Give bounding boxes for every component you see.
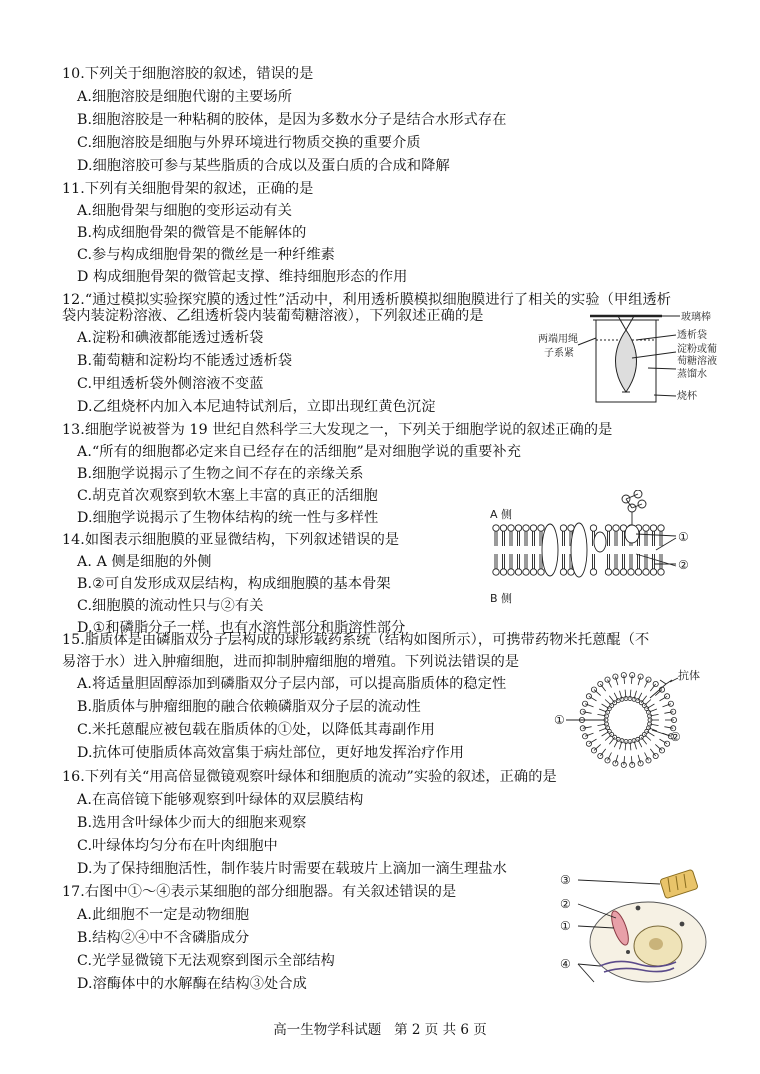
phospholipid-tail [660,531,662,546]
liposome-lipid-head [647,710,651,714]
phospholipid-head [628,569,634,575]
phospholipid-head [523,569,529,575]
phospholipid-head [590,525,596,531]
liposome-lipid-tail [631,756,632,765]
label-dialysis-bag: 透析袋 [677,330,707,341]
q16-stem: 16.下列有关“用高倍显微镜观察叶绿体和细胞质的流动”实验的叙述，正确的是 [62,769,557,785]
phospholipid-head [560,525,566,531]
liposome-lipid-tail [655,744,662,750]
phospholipid-head [590,569,596,575]
q12-option-b: B.葡萄糖和淀粉均不能透过透析袋 [77,353,293,369]
marker-2: ② [560,897,571,911]
phospholipid-head [658,569,664,575]
liposome-lipid-head [613,674,618,679]
liposome-lipid-tail [594,690,601,696]
liposome-lipid-tail [644,700,651,706]
liposome-lipid-head [638,674,643,679]
liposome-lipid-head [638,761,643,766]
phospholipid-tail [608,554,610,569]
phospholipid-tail [533,531,535,546]
q14-option-a: A. A 侧是细胞的外侧 [77,554,212,570]
phospholipid-head [500,569,506,575]
label-beaker: 烧杯 [677,391,697,402]
liposome-lipid-tail [594,744,601,750]
q16-option-d: D.为了保持细胞活性，制作装片时需要在载玻片上滴加一滴生理盐水 [77,861,507,877]
liposome-lipid-head [605,758,610,763]
phospholipid-tail [615,554,617,569]
liposome-lipid-head [646,758,651,763]
phospholipid-head [658,525,664,531]
q13-option-c: C.胡克首次观察到软木塞上丰富的真正的活细胞 [77,488,378,504]
phospholipid-tail [510,554,512,569]
phospholipid-tail [615,531,617,546]
q11-option-d: D 构成细胞骨架的微管起支撑、维持细胞形态的作用 [77,269,408,285]
phospholipid-head [643,525,649,531]
q11-option-a: A.细胞骨架与细胞的变形运动有关 [77,203,292,219]
phospholipid-head [538,525,544,531]
phospholipid-head [500,525,506,531]
liposome-lipid-tail [625,742,626,751]
q15-option-d: D.抗体可使脂质体高效富集于病灶部位，更好地发挥治疗作用 [77,745,465,761]
liposome-lipid-head [583,701,588,706]
phospholipid-head [523,525,529,531]
q14-option-c: C.细胞膜的流动性只与②有关 [77,598,264,614]
organelles-figure [558,862,708,990]
liposome-lipid-tail [624,756,625,765]
liposome-lipid-tail [602,731,610,736]
q16-option-a: A.在高倍镜下能够观察到叶绿体的双层膜结构 [77,792,364,808]
q13-stem: 13.细胞学说被誉为 19 世纪自然科学三大发现之一，下列关于细胞学说的叙述正确的是 [62,422,613,438]
liposome-lipid-tail [641,737,646,744]
liposome-lipid-tail [664,712,673,714]
label-distilled-water: 蒸馏水 [677,369,707,380]
phospholipid-head [635,569,641,575]
phospholipid-tail [510,531,512,546]
q10-option-b: B.细胞溶胶是一种粘稠的胶体，是因为多数水分子是结合水形式存在 [77,112,507,128]
q11-stem: 11.下列有关细胞骨架的叙述，正确的是 [62,181,314,197]
phospholipid-head [493,569,499,575]
q10-stem: 10.下列关于细胞溶胶的叙述，错误的是 [62,66,314,82]
liposome-lipid-tail [631,675,632,684]
liposome-lipid-tail [583,727,592,729]
marker-1: ① [554,713,565,727]
liposome-lipid-tail [605,735,612,741]
label-rope-line1: 两端用绳 [538,334,578,345]
membrane-protein-2 [571,523,587,577]
phospholipid-tail [653,554,655,569]
q15-stem-line2: 易溶于水）进入肿瘤细胞，进而抑制肿瘤细胞的增殖。下列说法错误的是 [62,654,520,670]
liposome-lipid-tail [630,690,631,699]
phospholipid-head [508,569,514,575]
liposome-lipid-head [583,734,588,739]
q14-option-d: D.①和磷脂分子一样，也有水溶性部分和脂溶性部分 [77,620,406,636]
q17-stem: 17.右图中①～④表示某细胞的部分细胞器。有关叙述错误的是 [62,884,457,900]
phospholipid-head [643,569,649,575]
liposome-lipid-tail [624,675,625,684]
phospholipid-head [538,569,544,575]
liposome-lipid-head [613,761,618,766]
q15-option-a: A.将适量胆固醇添加到磷脂双分子层内部，可以提高脂质体的稳定性 [77,676,507,692]
phospholipid-head [605,525,611,531]
liposome-lipid-tail [647,704,655,709]
liposome-lipid-tail [609,696,614,703]
liposome-lipid-tail [602,704,610,709]
phospholipid-tail [518,554,520,569]
phospholipid-head [650,525,656,531]
membrane-protein-3 [594,532,606,552]
liposome-lipid-tail [625,690,626,699]
phospholipid-tail [495,554,497,569]
phospholipid-tail [638,554,640,569]
phospholipid-tail [645,554,647,569]
marker-4: ④ [560,957,571,971]
liposome-lipid-tail [644,735,651,741]
liposome-lipid-head [668,701,673,706]
phospholipid-tail [623,531,625,546]
phospholipid-head [530,569,536,575]
phospholipid-tail [630,554,632,569]
marker-2: ② [670,730,681,744]
label-side-b: B 侧 [490,592,513,605]
phospholipid-head [650,569,656,575]
q10-option-d: D.细胞溶胶可参与某些脂质的合成以及蛋白质的合成和降解 [77,158,450,174]
liposome-lipid-tail [583,712,592,714]
dialysis-bag-figure [538,300,718,408]
label-side-a: A 侧 [490,508,513,521]
q17-option-b: B.结构②④中不含磷脂成分 [77,930,250,946]
dialysis-bag [616,330,637,392]
phospholipid-head [613,525,619,531]
q17-option-a: A.此细胞不一定是动物细胞 [77,907,250,923]
phospholipid-tail [540,531,542,546]
liposome-lipid-head [605,677,610,682]
phospholipid-head [493,525,499,531]
phospholipid-tail [533,554,535,569]
q17-option-d: D.溶酶体中的水解酶在结构③处合成 [77,976,307,992]
phospholipid-head [560,569,566,575]
phospholipid-tail [563,531,565,546]
liposome-lipid-tail [641,696,646,703]
phospholipid-tail [645,531,647,546]
label-solution-line1: 淀粉或葡 [677,344,717,355]
phospholipid-head [620,569,626,575]
marker-1: ① [678,530,689,544]
phospholipid-tail [518,531,520,546]
liposome-lipid-tail [605,700,612,706]
cell-membrane-figure [486,490,696,608]
phospholipid-tail [593,554,595,569]
liposome-lipid-tail [609,737,614,744]
phospholipid-tail [525,554,527,569]
q13-option-a: A.“所有的细胞都必定来自已经存在的活细胞”是对细胞学说的重要补充 [77,444,522,460]
q12-option-a: A.淀粉和碘液都能透过透析袋 [77,330,264,346]
q12-stem-line1: 12.“通过模拟实验探究膜的透过性”活动中，利用透析膜模拟细胞膜进行了相关的实验（甲组透析 [62,292,672,308]
phospholipid-head [515,569,521,575]
phospholipid-head [605,569,611,575]
label-glass-rod: 玻璃棒 [681,312,711,323]
phospholipid-head [530,525,536,531]
q12-stem-line2: 袋内装淀粉溶液、乙组透析袋内装葡萄糖溶液），下列叙述正确的是 [62,308,484,324]
phospholipid-tail [653,531,655,546]
q10-option-a: A.细胞溶胶是细胞代谢的主要场所 [77,89,292,105]
marker-1: ① [560,919,571,933]
phospholipid-tail [540,554,542,569]
phospholipid-head [515,525,521,531]
liposome-lipid-head [646,677,651,682]
q13-option-d: D.细胞学说揭示了生物体结构的统一性与多样性 [77,510,379,526]
q10-option-c: C.细胞溶胶是细胞与外界环境进行物质交换的重要介质 [77,135,421,151]
q14-stem: 14.如图表示细胞膜的亚显微结构，下列叙述错误的是 [62,532,400,548]
q12-option-d: D.乙组烧杯内加入本尼迪特试剂后，立即出现红黄色沉淀 [77,399,436,415]
label-antibody: 抗体 [678,669,700,682]
phospholipid-tail [503,531,505,546]
q17-option-c: C.光学显微镜下无法观察到图示全部结构 [77,953,335,969]
q12-option-c: C.甲组透析袋外侧溶液不变蓝 [77,376,264,392]
q11-option-c: C.参与构成细胞骨架的微丝是一种纤维素 [77,247,335,263]
q13-option-b: B.细胞学说揭示了生物之间不存在的亲缘关系 [77,466,364,482]
membrane-protein-1 [542,524,558,576]
page-footer: 高一生物学科试题 第 2 页 共 6 页 [273,1022,487,1038]
q14-option-b: B.②可自发形成双层结构，构成细胞膜的基本骨架 [77,576,391,592]
label-rope-line2: 子系紧 [544,348,574,359]
q11-option-b: B.构成细胞骨架的微管是不能解体的 [77,225,307,241]
q16-option-b: B.选用含叶绿体少而大的细胞来观察 [77,815,307,831]
liposome-lipid-tail [630,742,631,751]
liposome-figure [546,668,716,770]
phospholipid-tail [563,554,565,569]
marker-2: ② [678,558,689,572]
liposome-lipid-tail [647,731,655,736]
phospholipid-tail [623,554,625,569]
phospholipid-tail [503,554,505,569]
phospholipid-tail [608,531,610,546]
nucleolus [649,938,663,950]
q15-option-b: B.脂质体与肿瘤细胞的融合依赖磷脂双分子层的流动性 [77,699,421,715]
q16-option-c: C.叶绿体均匀分布在叶肉细胞中 [77,838,278,854]
q15-stem-line1: 15.脂质体是由磷脂双分子层构成的球形载药系统（结构如图所示），可携带药物米托蒽醌（不 [62,632,650,648]
phospholipid-tail [495,531,497,546]
marker-3: ③ [560,873,571,887]
phospholipid-head [613,569,619,575]
liposome-lipid-tail [664,727,673,729]
liposome-lipid-head [606,726,610,730]
q15-option-c: C.米托蒽醌应被包载在脂质体的①处，以降低其毒副作用 [77,722,435,738]
phospholipid-head [508,525,514,531]
phospholipid-tail [525,531,527,546]
golgi-apparatus [660,869,699,899]
label-solution-line2: 萄糖溶液 [677,356,717,367]
